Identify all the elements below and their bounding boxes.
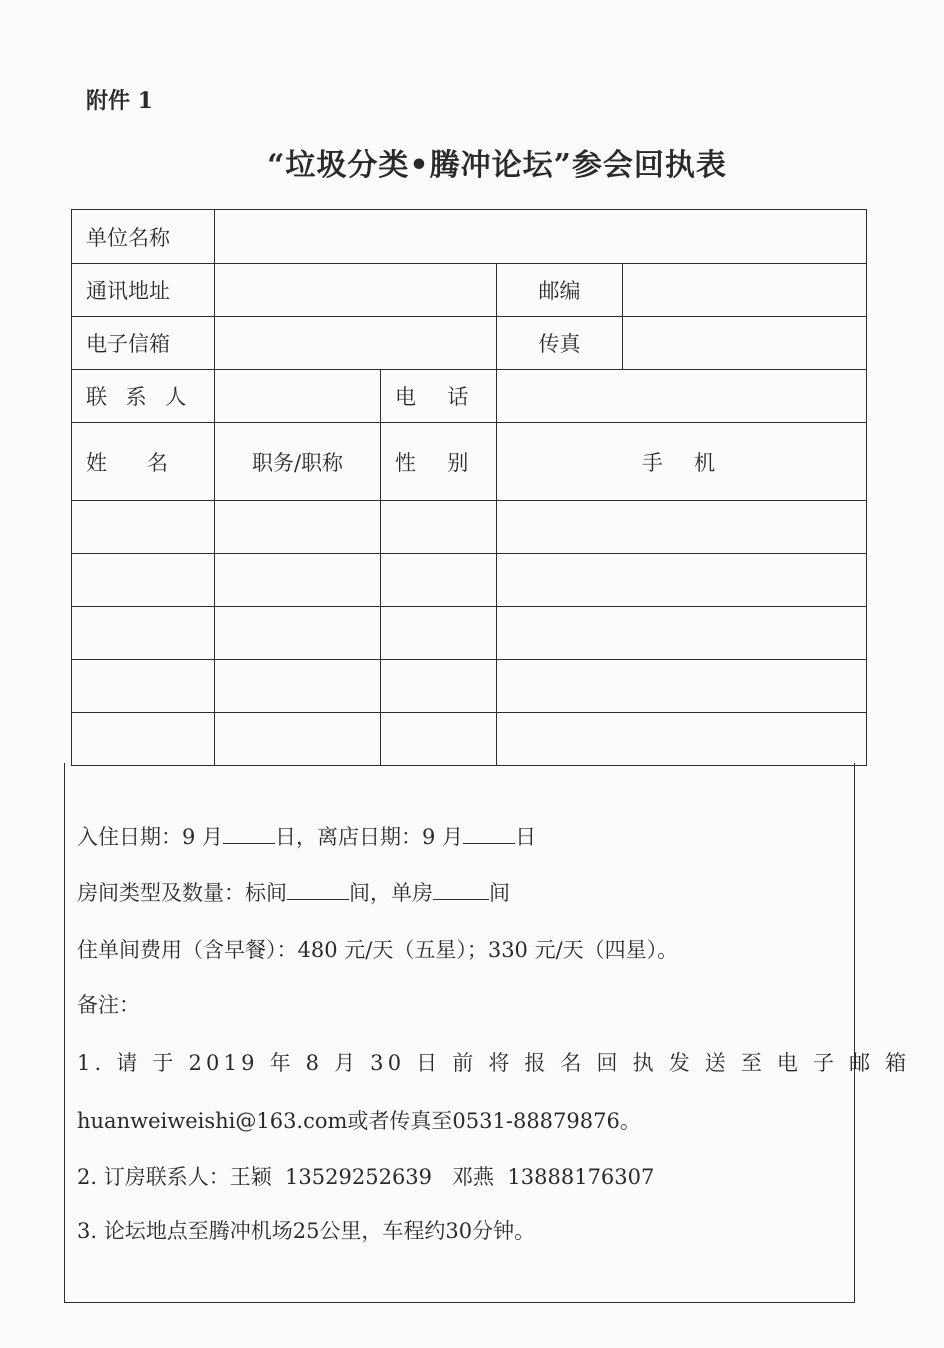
attendee-gender-cell[interactable] bbox=[381, 501, 497, 554]
attendee-row bbox=[72, 607, 867, 660]
attendee-mobile-cell[interactable] bbox=[497, 554, 867, 607]
fax-field[interactable] bbox=[623, 317, 867, 370]
reply-form-table bbox=[71, 209, 867, 766]
contact-field[interactable] bbox=[215, 370, 381, 423]
checkin-day-blank[interactable] bbox=[223, 825, 275, 844]
unit-name-field[interactable] bbox=[215, 210, 867, 264]
email-field[interactable] bbox=[215, 317, 497, 370]
attendee-row bbox=[72, 554, 867, 607]
attendee-title-cell[interactable] bbox=[215, 607, 381, 660]
single-room-blank[interactable] bbox=[433, 881, 489, 900]
checkin-line bbox=[77, 821, 536, 851]
contact-label: 联 系 人 bbox=[72, 370, 215, 423]
standard-room-blank[interactable] bbox=[287, 881, 349, 900]
col-mobile-header: 手 机 bbox=[497, 423, 867, 501]
attendee-mobile-cell[interactable] bbox=[497, 501, 867, 554]
unit-name-label: 单位名称 bbox=[72, 210, 215, 264]
note-item-1-continued: huanweiweishi@163.com或者传真至0531-88879876。 bbox=[77, 1109, 641, 1133]
checkout-day-suffix: 日 bbox=[515, 825, 537, 849]
note-item-1: 1. 请 于 2019 年 8 月 30 日 前 将 报 名 回 执 发 送 至 电 子 邮 箱 bbox=[77, 1051, 911, 1075]
attendee-gender-cell[interactable] bbox=[381, 607, 497, 660]
address-label: 通讯地址 bbox=[72, 264, 215, 317]
checkout-label: 日，离店日期：9 月 bbox=[275, 825, 464, 849]
phone-field[interactable] bbox=[497, 370, 867, 423]
attendee-name-cell[interactable] bbox=[72, 501, 215, 554]
email-row bbox=[72, 317, 867, 370]
attendee-name-cell[interactable] bbox=[72, 607, 215, 660]
room-line bbox=[77, 877, 510, 907]
single-room-label: 间，单房 bbox=[349, 881, 433, 905]
note-item-2: 2. 订房联系人：王颖 13529252639 邓燕 13888176307 bbox=[77, 1165, 655, 1189]
attachment-label: 附件 1 bbox=[86, 88, 153, 114]
attendee-gender-cell[interactable] bbox=[381, 713, 497, 766]
attendee-row bbox=[72, 660, 867, 713]
attendee-mobile-cell[interactable] bbox=[497, 660, 867, 713]
fax-label: 传真 bbox=[497, 317, 623, 370]
checkout-day-blank[interactable] bbox=[463, 825, 515, 844]
col-gender-header: 性 别 bbox=[381, 423, 497, 501]
attendee-gender-cell[interactable] bbox=[381, 660, 497, 713]
attendee-name-cell[interactable] bbox=[72, 660, 215, 713]
page-title: “垃圾分类•腾冲论坛”参会回执表 bbox=[267, 148, 727, 183]
col-title-header: 职务/职称 bbox=[215, 423, 381, 501]
note-item-3: 3. 论坛地点至腾冲机场25公里，车程约30分钟。 bbox=[77, 1219, 536, 1243]
attendee-title-cell[interactable] bbox=[215, 554, 381, 607]
contact-row bbox=[72, 370, 867, 423]
remark-label: 备注： bbox=[77, 993, 140, 1017]
notes-section bbox=[64, 763, 911, 1303]
phone-label: 电 话 bbox=[381, 370, 497, 423]
postcode-label: 邮编 bbox=[497, 264, 623, 317]
address-row bbox=[72, 264, 867, 317]
single-room-suffix: 间 bbox=[489, 881, 510, 905]
attendee-name-cell[interactable] bbox=[72, 554, 215, 607]
checkin-label: 入住日期：9 月 bbox=[77, 825, 224, 849]
attendee-row bbox=[72, 501, 867, 554]
fee-line: 住单间费用（含早餐）：480 元/天（五星）；330 元/天（四星）。 bbox=[77, 938, 679, 962]
unit-name-row bbox=[72, 210, 867, 264]
postcode-field[interactable] bbox=[623, 264, 867, 317]
attendee-mobile-cell[interactable] bbox=[497, 607, 867, 660]
attendee-title-cell[interactable] bbox=[215, 713, 381, 766]
room-type-label: 房间类型及数量：标间 bbox=[77, 881, 287, 905]
col-name-header: 姓 名 bbox=[72, 423, 215, 501]
attendee-title-cell[interactable] bbox=[215, 501, 381, 554]
address-field[interactable] bbox=[215, 264, 497, 317]
email-label: 电子信箱 bbox=[72, 317, 215, 370]
attendee-gender-cell[interactable] bbox=[381, 554, 497, 607]
attendee-header-row bbox=[72, 423, 867, 501]
attendee-mobile-cell[interactable] bbox=[497, 713, 867, 766]
attendee-name-cell[interactable] bbox=[72, 713, 215, 766]
attendee-row bbox=[72, 713, 867, 766]
attendee-title-cell[interactable] bbox=[215, 660, 381, 713]
